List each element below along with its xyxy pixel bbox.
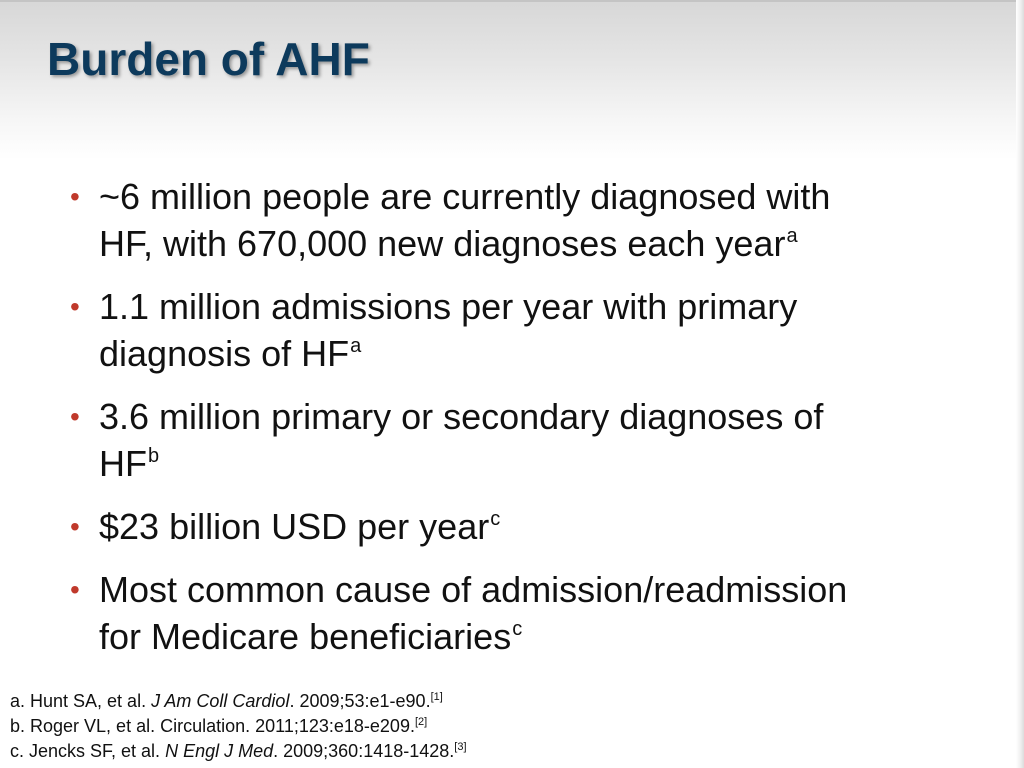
bullet-marker-icon: • — [70, 511, 80, 542]
bullet-marker-icon: • — [70, 181, 80, 212]
bullet-item-4 — [70, 503, 950, 550]
reference-a — [10, 689, 1010, 714]
bullet-text: 3.6 million primary or secondary diagnoses of — [99, 396, 824, 437]
bullet-item-2 — [70, 283, 950, 377]
bullet-text-cont: HF — [99, 443, 147, 484]
reference-label: a. Hunt SA, et al. — [10, 691, 152, 711]
bullet-item-3 — [70, 393, 950, 487]
reference-number: [2] — [414, 716, 428, 728]
bullet-citation: a — [350, 335, 362, 357]
bullet-text: ~6 million people are currently diagnosed with — [99, 176, 831, 217]
bullet-citation: c — [490, 508, 501, 530]
reference-label: b. Roger VL, et al. — [10, 716, 161, 736]
bullet-list — [70, 173, 950, 676]
bullet-text: $23 billion USD per year — [99, 506, 490, 547]
reference-details: . 2011;123:e18-e209. — [245, 716, 415, 736]
slide-title: Burden of AHF — [47, 33, 370, 85]
slide-edge-shadow — [1016, 0, 1024, 768]
bullet-text: Most common cause of admission/readmission — [99, 569, 848, 610]
bullet-text-cont: HF, with 670,000 new diagnoses each year — [99, 223, 786, 264]
bullet-text-cont: diagnosis of HF — [99, 333, 350, 374]
references — [10, 689, 1010, 764]
bullet-item-1 — [70, 173, 950, 267]
bullet-text: 1.1 million admissions per year with primary — [99, 286, 798, 327]
reference-number: [3] — [454, 741, 467, 753]
bullet-marker-icon: • — [70, 291, 80, 322]
bullet-citation: c — [512, 618, 523, 640]
bullet-citation: b — [148, 445, 160, 467]
reference-details: . 2009;53:e1-e90. — [289, 691, 431, 711]
bullet-marker-icon: • — [70, 574, 80, 605]
bullet-text-cont: for Medicare beneficiaries — [99, 616, 512, 657]
reference-number: [1] — [430, 691, 443, 703]
reference-label: c. Jencks SF, et al. — [10, 741, 166, 761]
bullet-item-5 — [70, 566, 950, 660]
bullet-citation: a — [786, 225, 798, 247]
reference-journal: J Am Coll Cardiol — [151, 691, 290, 711]
reference-c — [10, 739, 1010, 764]
reference-journal: Circulation — [160, 716, 246, 736]
bullet-marker-icon: • — [70, 401, 80, 432]
reference-journal: N Engl J Med — [165, 741, 274, 761]
reference-b — [10, 714, 1010, 739]
reference-details: . 2009;360:1418-1428. — [273, 741, 455, 761]
